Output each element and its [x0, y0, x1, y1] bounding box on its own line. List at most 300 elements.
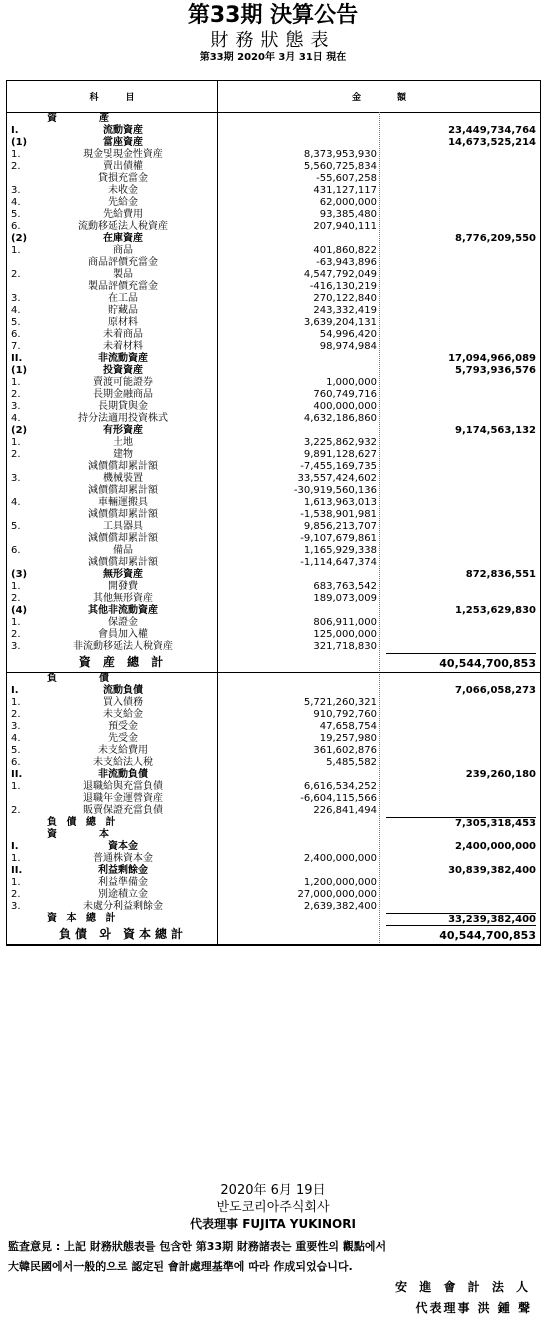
row-number: 6. [11, 221, 21, 232]
row-item-cell [7, 161, 217, 173]
row-item-cell [7, 709, 217, 721]
row-item-cell [7, 485, 217, 497]
total-amount: 872,836,551 [465, 569, 536, 580]
row-label: 非流動移延法人稅資産 [73, 641, 173, 652]
row-label: 當座資産 [103, 137, 143, 148]
row-label: 車輛運搬具 [98, 497, 148, 508]
row-number: 2. [11, 449, 21, 460]
row-item-cell [7, 473, 217, 485]
row-number: 3. [11, 901, 21, 912]
subtotal-amount: 47,658,754 [319, 721, 377, 732]
row-label: 現金및現金性資産 [83, 149, 163, 160]
row-item-cell [7, 757, 217, 769]
table-row [7, 853, 540, 865]
total-amount: 1,253,629,830 [455, 605, 536, 616]
table-row [7, 437, 540, 449]
row-label: 負 債 [47, 673, 112, 684]
table-row [7, 841, 540, 853]
table-row [7, 401, 540, 413]
table-row [7, 485, 540, 497]
row-number: 4. [11, 305, 21, 316]
table-row [7, 173, 540, 185]
table-row [7, 341, 540, 353]
audit-opinion-line-1: 監査意見 : 上記 財務狀態表를 包含한 第33期 財務諸表는 重要性의 觀點에서 [8, 1240, 387, 1253]
table-row [7, 497, 540, 509]
row-label: 普通株資本金 [93, 853, 153, 864]
table-row [7, 365, 540, 377]
row-label: 流動負債 [103, 685, 143, 696]
row-number: 7. [11, 341, 21, 352]
row-label: 保證金 [108, 617, 138, 628]
subtotal-amount: 910,792,760 [313, 709, 377, 720]
table-row [7, 721, 540, 733]
row-number: 1. [11, 245, 21, 256]
row-number: 6. [11, 329, 21, 340]
row-item-cell [7, 793, 217, 805]
table-row [7, 125, 540, 137]
table-row [7, 149, 540, 161]
table-row [7, 269, 540, 281]
subtotal-amount: 4,632,186,860 [303, 413, 377, 424]
section-heading-row [7, 113, 540, 125]
row-item-cell [7, 329, 217, 341]
row-item-cell [7, 853, 217, 865]
row-label: 資本金 [108, 841, 138, 852]
table-row [7, 697, 540, 709]
table-row [7, 473, 540, 485]
total-row [7, 653, 540, 673]
row-item-cell [7, 841, 217, 853]
row-item-cell [7, 569, 217, 581]
row-label: 非流動資産 [98, 353, 148, 364]
row-item-cell [7, 653, 217, 672]
row-label: 賣出債權 [103, 161, 143, 172]
row-item-cell [7, 721, 217, 733]
row-label: 資 産 總 計 [78, 655, 168, 669]
company-name: 반도코리아주식회사 [216, 1200, 330, 1215]
total-row [7, 913, 540, 925]
row-item-cell [7, 805, 217, 817]
subtotal-amount: -9,107,679,861 [300, 533, 377, 544]
row-label: 先受金 [108, 733, 138, 744]
row-item-cell [7, 413, 217, 425]
total-amount: 8,776,209,550 [455, 233, 536, 244]
statement-date: 第33期 2020年 3月 31日 現在 [199, 52, 347, 63]
row-label: 其他無形資産 [93, 593, 153, 604]
subtotal-amount: 125,000,000 [313, 629, 377, 640]
row-number: 4. [11, 733, 21, 744]
row-item-cell [7, 449, 217, 461]
row-number: (2) [11, 233, 28, 244]
subtotal-amount: 19,257,980 [319, 733, 377, 744]
total-amount: 5,793,936,576 [455, 365, 536, 376]
row-label: 投資資産 [103, 365, 143, 376]
row-item-cell [7, 545, 217, 557]
row-item-cell [7, 317, 217, 329]
row-label: 資 本 [47, 829, 112, 840]
row-label: 退職年金運營資産 [83, 793, 163, 804]
row-item-cell [7, 889, 217, 901]
row-item-cell [7, 509, 217, 521]
subtotal-amount: 93,385,480 [319, 209, 377, 220]
row-label: 退職給與充當負債 [83, 781, 163, 792]
row-item-cell [7, 149, 217, 161]
column-header-item: 科 目 [7, 81, 218, 112]
row-item-cell [7, 925, 217, 944]
row-number: 4. [11, 413, 21, 424]
row-number: 6. [11, 545, 21, 556]
row-item-cell [7, 221, 217, 233]
subtotal-amount: 1,613,963,013 [303, 497, 377, 508]
subtotal-amount: 1,200,000,000 [303, 877, 377, 888]
table-row [7, 617, 540, 629]
table-row [7, 293, 540, 305]
table-row [7, 377, 540, 389]
row-label: 賣渡可能證券 [93, 377, 153, 388]
subtotal-amount: 9,891,128,627 [303, 449, 377, 460]
row-label: 貯藏品 [108, 305, 138, 316]
row-item-cell [7, 605, 217, 617]
row-item-cell [7, 817, 217, 829]
row-item-cell [7, 913, 217, 925]
row-number: (2) [11, 425, 28, 436]
subtotal-amount: 760,749,716 [313, 389, 377, 400]
row-number: II. [11, 865, 23, 876]
table-row [7, 185, 540, 197]
table-row [7, 709, 540, 721]
row-label: 流動資産 [103, 125, 143, 136]
table-row [7, 413, 540, 425]
row-number: 2. [11, 269, 21, 280]
row-label: 未支給金 [103, 709, 143, 720]
table-row [7, 733, 540, 745]
row-item-cell [7, 865, 217, 877]
table-row [7, 521, 540, 533]
row-item-cell [7, 401, 217, 413]
table-row [7, 257, 540, 269]
subtotal-amount: 3,639,204,131 [303, 317, 377, 328]
table-header [7, 81, 540, 113]
row-label: 買入債務 [103, 697, 143, 708]
table-row [7, 889, 540, 901]
table-row [7, 545, 540, 557]
row-item-cell [7, 829, 217, 841]
table-row [7, 329, 540, 341]
row-item-cell [7, 461, 217, 473]
row-number: 3. [11, 401, 21, 412]
auditor-name: 安 進 會 計 法 人 [395, 1280, 532, 1294]
row-item-cell [7, 641, 217, 653]
row-number: 5. [11, 209, 21, 220]
row-number: (3) [11, 569, 28, 580]
row-number: (4) [11, 605, 28, 616]
subtotal-amount: 361,602,876 [313, 745, 377, 756]
table-row [7, 449, 540, 461]
row-item-cell [7, 593, 217, 605]
row-number: 1. [11, 697, 21, 708]
table-row [7, 865, 540, 877]
total-row [7, 817, 540, 829]
subtotal-amount: 5,485,582 [326, 757, 377, 768]
subtotal-amount: 98,974,984 [319, 341, 377, 352]
row-item-cell [7, 281, 217, 293]
row-label: 建物 [113, 449, 133, 460]
row-label: 商品 [113, 245, 133, 256]
row-item-cell [7, 173, 217, 185]
subtotal-amount: 6,616,534,252 [303, 781, 377, 792]
total-amount: 23,449,734,764 [448, 125, 536, 136]
table-row [7, 769, 540, 781]
table-row [7, 793, 540, 805]
subtotal-amount: 62,000,000 [319, 197, 377, 208]
audit-opinion-line-2: 大韓民國에서一般的으로 認定된 會計處理基準에 따라 作成되었습니다. [8, 1260, 353, 1273]
column-header-amount: 金 額 [351, 93, 406, 103]
row-item-cell [7, 673, 217, 685]
subtotal-amount: 5,721,260,321 [303, 697, 377, 708]
row-item-cell [7, 365, 217, 377]
table-row [7, 197, 540, 209]
row-label: 負 債 總 計 [47, 817, 119, 828]
balance-sheet-table [6, 80, 541, 946]
total-amount: 14,673,525,214 [448, 137, 536, 148]
row-number: (1) [11, 365, 28, 376]
row-item-cell [7, 877, 217, 889]
subtotal-amount: 401,860,822 [313, 245, 377, 256]
total-amount: 9,174,563,132 [455, 425, 536, 436]
table-row [7, 305, 540, 317]
row-label: 別途積立金 [98, 889, 148, 900]
row-label: 負債 와 資本總計 [59, 927, 187, 941]
subtotal-amount: 1,000,000 [326, 377, 377, 388]
row-number: 3. [11, 641, 21, 652]
total-amount: 30,839,382,400 [448, 865, 536, 876]
table-row [7, 221, 540, 233]
row-label: 販賣保證充當負債 [83, 805, 163, 816]
row-item-cell [7, 293, 217, 305]
row-number: 2. [11, 889, 21, 900]
subtotal-amount: 33,557,424,602 [297, 473, 377, 484]
row-number: 3. [11, 293, 21, 304]
subtotal-amount: 3,225,862,932 [303, 437, 377, 448]
ceo-name: 代表理事 FUJITA YUKINORI [190, 1217, 356, 1231]
row-number: 5. [11, 317, 21, 328]
row-item-cell [7, 197, 217, 209]
subtotal-amount: 4,547,792,049 [303, 269, 377, 280]
table-row [7, 745, 540, 757]
subtotal-amount: 54,996,420 [319, 329, 377, 340]
table-row [7, 629, 540, 641]
row-number: 2. [11, 805, 21, 816]
row-label: 長期貸與金 [98, 401, 148, 412]
total-amount: 7,305,318,453 [386, 817, 536, 830]
subtotal-amount: 2,400,000,000 [303, 853, 377, 864]
row-number: 4. [11, 197, 21, 208]
row-number: 2. [11, 629, 21, 640]
row-item-cell [7, 245, 217, 257]
table-row [7, 509, 540, 521]
table-row [7, 317, 540, 329]
row-item-cell [7, 437, 217, 449]
row-label: 在工品 [108, 293, 138, 304]
table-row [7, 685, 540, 697]
row-label: 製品評價充當金 [88, 281, 158, 292]
table-row [7, 245, 540, 257]
table-row [7, 805, 540, 817]
row-number: 2. [11, 593, 21, 604]
subtotal-amount: 321,718,830 [313, 641, 377, 652]
row-label: 有形資産 [103, 425, 143, 436]
row-number: 6. [11, 757, 21, 768]
row-item-cell [7, 629, 217, 641]
total-amount: 33,239,382,400 [386, 913, 536, 926]
row-number: 2. [11, 161, 21, 172]
table-row [7, 161, 540, 173]
row-label: 開發費 [108, 581, 138, 592]
subtotal-amount: 226,841,494 [313, 805, 377, 816]
subtotal-amount: 27,000,000,000 [297, 889, 377, 900]
row-item-cell [7, 209, 217, 221]
row-number: 1. [11, 581, 21, 592]
row-label: 工具器具 [103, 521, 143, 532]
row-number: 5. [11, 521, 21, 532]
table-row [7, 569, 540, 581]
row-label: 商品評價充當金 [88, 257, 158, 268]
table-row [7, 581, 540, 593]
total-amount: 40,544,700,853 [386, 653, 536, 673]
row-item-cell [7, 425, 217, 437]
subtotal-amount: 806,911,000 [313, 617, 377, 628]
row-item-cell [7, 521, 217, 533]
total-amount: 239,260,180 [465, 769, 536, 780]
subtotal-amount: -6,604,115,566 [300, 793, 377, 804]
subtotal-amount: 270,122,840 [313, 293, 377, 304]
row-label: 利益準備金 [98, 877, 148, 888]
table-row [7, 641, 540, 653]
row-label: 土地 [113, 437, 133, 448]
row-item-cell [7, 341, 217, 353]
row-label: 製品 [113, 269, 133, 280]
row-item-cell [7, 745, 217, 757]
row-label: 資 本 總 計 [47, 913, 119, 924]
row-number: 1. [11, 853, 21, 864]
row-number: 3. [11, 185, 21, 196]
table-row [7, 593, 540, 605]
row-number: II. [11, 769, 23, 780]
row-item-cell [7, 557, 217, 569]
subtotal-amount: 431,127,117 [313, 185, 377, 196]
row-number: 1. [11, 149, 21, 160]
table-body [7, 113, 540, 945]
row-item-cell [7, 781, 217, 793]
subtotal-amount: 207,940,111 [313, 221, 377, 232]
table-row [7, 425, 540, 437]
row-item-cell [7, 497, 217, 509]
table-row [7, 781, 540, 793]
subtotal-amount: -1,114,647,374 [300, 557, 377, 568]
subtotal-amount: 8,373,953,930 [303, 149, 377, 160]
subtotal-amount: -63,943,896 [316, 257, 377, 268]
subtotal-amount: 9,856,213,707 [303, 521, 377, 532]
row-label: 其他非流動資産 [88, 605, 158, 616]
total-amount: 7,066,058,273 [455, 685, 536, 696]
row-number: 3. [11, 721, 21, 732]
row-item-cell [7, 533, 217, 545]
row-item-cell [7, 233, 217, 245]
row-label: 資 產 [47, 113, 112, 124]
row-item-cell [7, 353, 217, 365]
row-number: 3. [11, 473, 21, 484]
subtotal-amount: 400,000,000 [313, 401, 377, 412]
table-row [7, 461, 540, 473]
row-label: 減價償却累計額 [88, 509, 158, 520]
table-row [7, 533, 540, 545]
table-row [7, 137, 540, 149]
row-label: 原材料 [108, 317, 138, 328]
subtotal-amount: 1,165,929,338 [303, 545, 377, 556]
row-label: 減價償却累計額 [88, 485, 158, 496]
row-number: II. [11, 353, 23, 364]
subtotal-amount: 683,763,542 [313, 581, 377, 592]
row-item-cell [7, 685, 217, 697]
row-label: 減價償却累計額 [88, 461, 158, 472]
row-number: 1. [11, 377, 21, 388]
row-item-cell [7, 377, 217, 389]
row-label: 長期金融商品 [93, 389, 153, 400]
table-row [7, 901, 540, 913]
subtotal-amount: -55,607,258 [316, 173, 377, 184]
row-item-cell [7, 257, 217, 269]
row-label: 貸損充當金 [98, 173, 148, 184]
table-row [7, 605, 540, 617]
row-label: 持分法適用投資株式 [78, 413, 168, 424]
row-number: 5. [11, 745, 21, 756]
auditor-representative: 代表理事 洪 鍾 聲 [415, 1301, 532, 1315]
row-label: 預受金 [108, 721, 138, 732]
row-label: 利益剩餘金 [98, 865, 148, 876]
row-label: 先給金 [108, 197, 138, 208]
table-row [7, 389, 540, 401]
subtotal-amount: 189,073,009 [313, 593, 377, 604]
row-number: I. [11, 685, 19, 696]
row-item-cell [7, 581, 217, 593]
row-label: 未着材料 [103, 341, 143, 352]
table-row [7, 281, 540, 293]
row-label: 未支給法人稅 [93, 757, 153, 768]
subtotal-amount: -416,130,219 [309, 281, 377, 292]
row-label: 流動移延法人稅資産 [78, 221, 168, 232]
row-item-cell [7, 769, 217, 781]
total-amount: 40,544,700,853 [386, 925, 536, 945]
row-label: 機械裝置 [103, 473, 143, 484]
row-number: 1. [11, 781, 21, 792]
row-item-cell [7, 901, 217, 913]
row-label: 在庫資産 [103, 233, 143, 244]
total-amount: 17,094,966,089 [448, 353, 536, 364]
subtotal-amount: -7,455,169,735 [300, 461, 377, 472]
table-row [7, 757, 540, 769]
subtotal-amount: 5,560,725,834 [303, 161, 377, 172]
row-item-cell [7, 305, 217, 317]
row-item-cell [7, 733, 217, 745]
row-number: 1. [11, 877, 21, 888]
table-row [7, 557, 540, 569]
row-number: 4. [11, 497, 21, 508]
row-number: 1. [11, 437, 21, 448]
row-item-cell [7, 137, 217, 149]
notice-footer [0, 1182, 546, 1319]
section-heading-row [7, 829, 540, 841]
section-heading-row [7, 673, 540, 685]
